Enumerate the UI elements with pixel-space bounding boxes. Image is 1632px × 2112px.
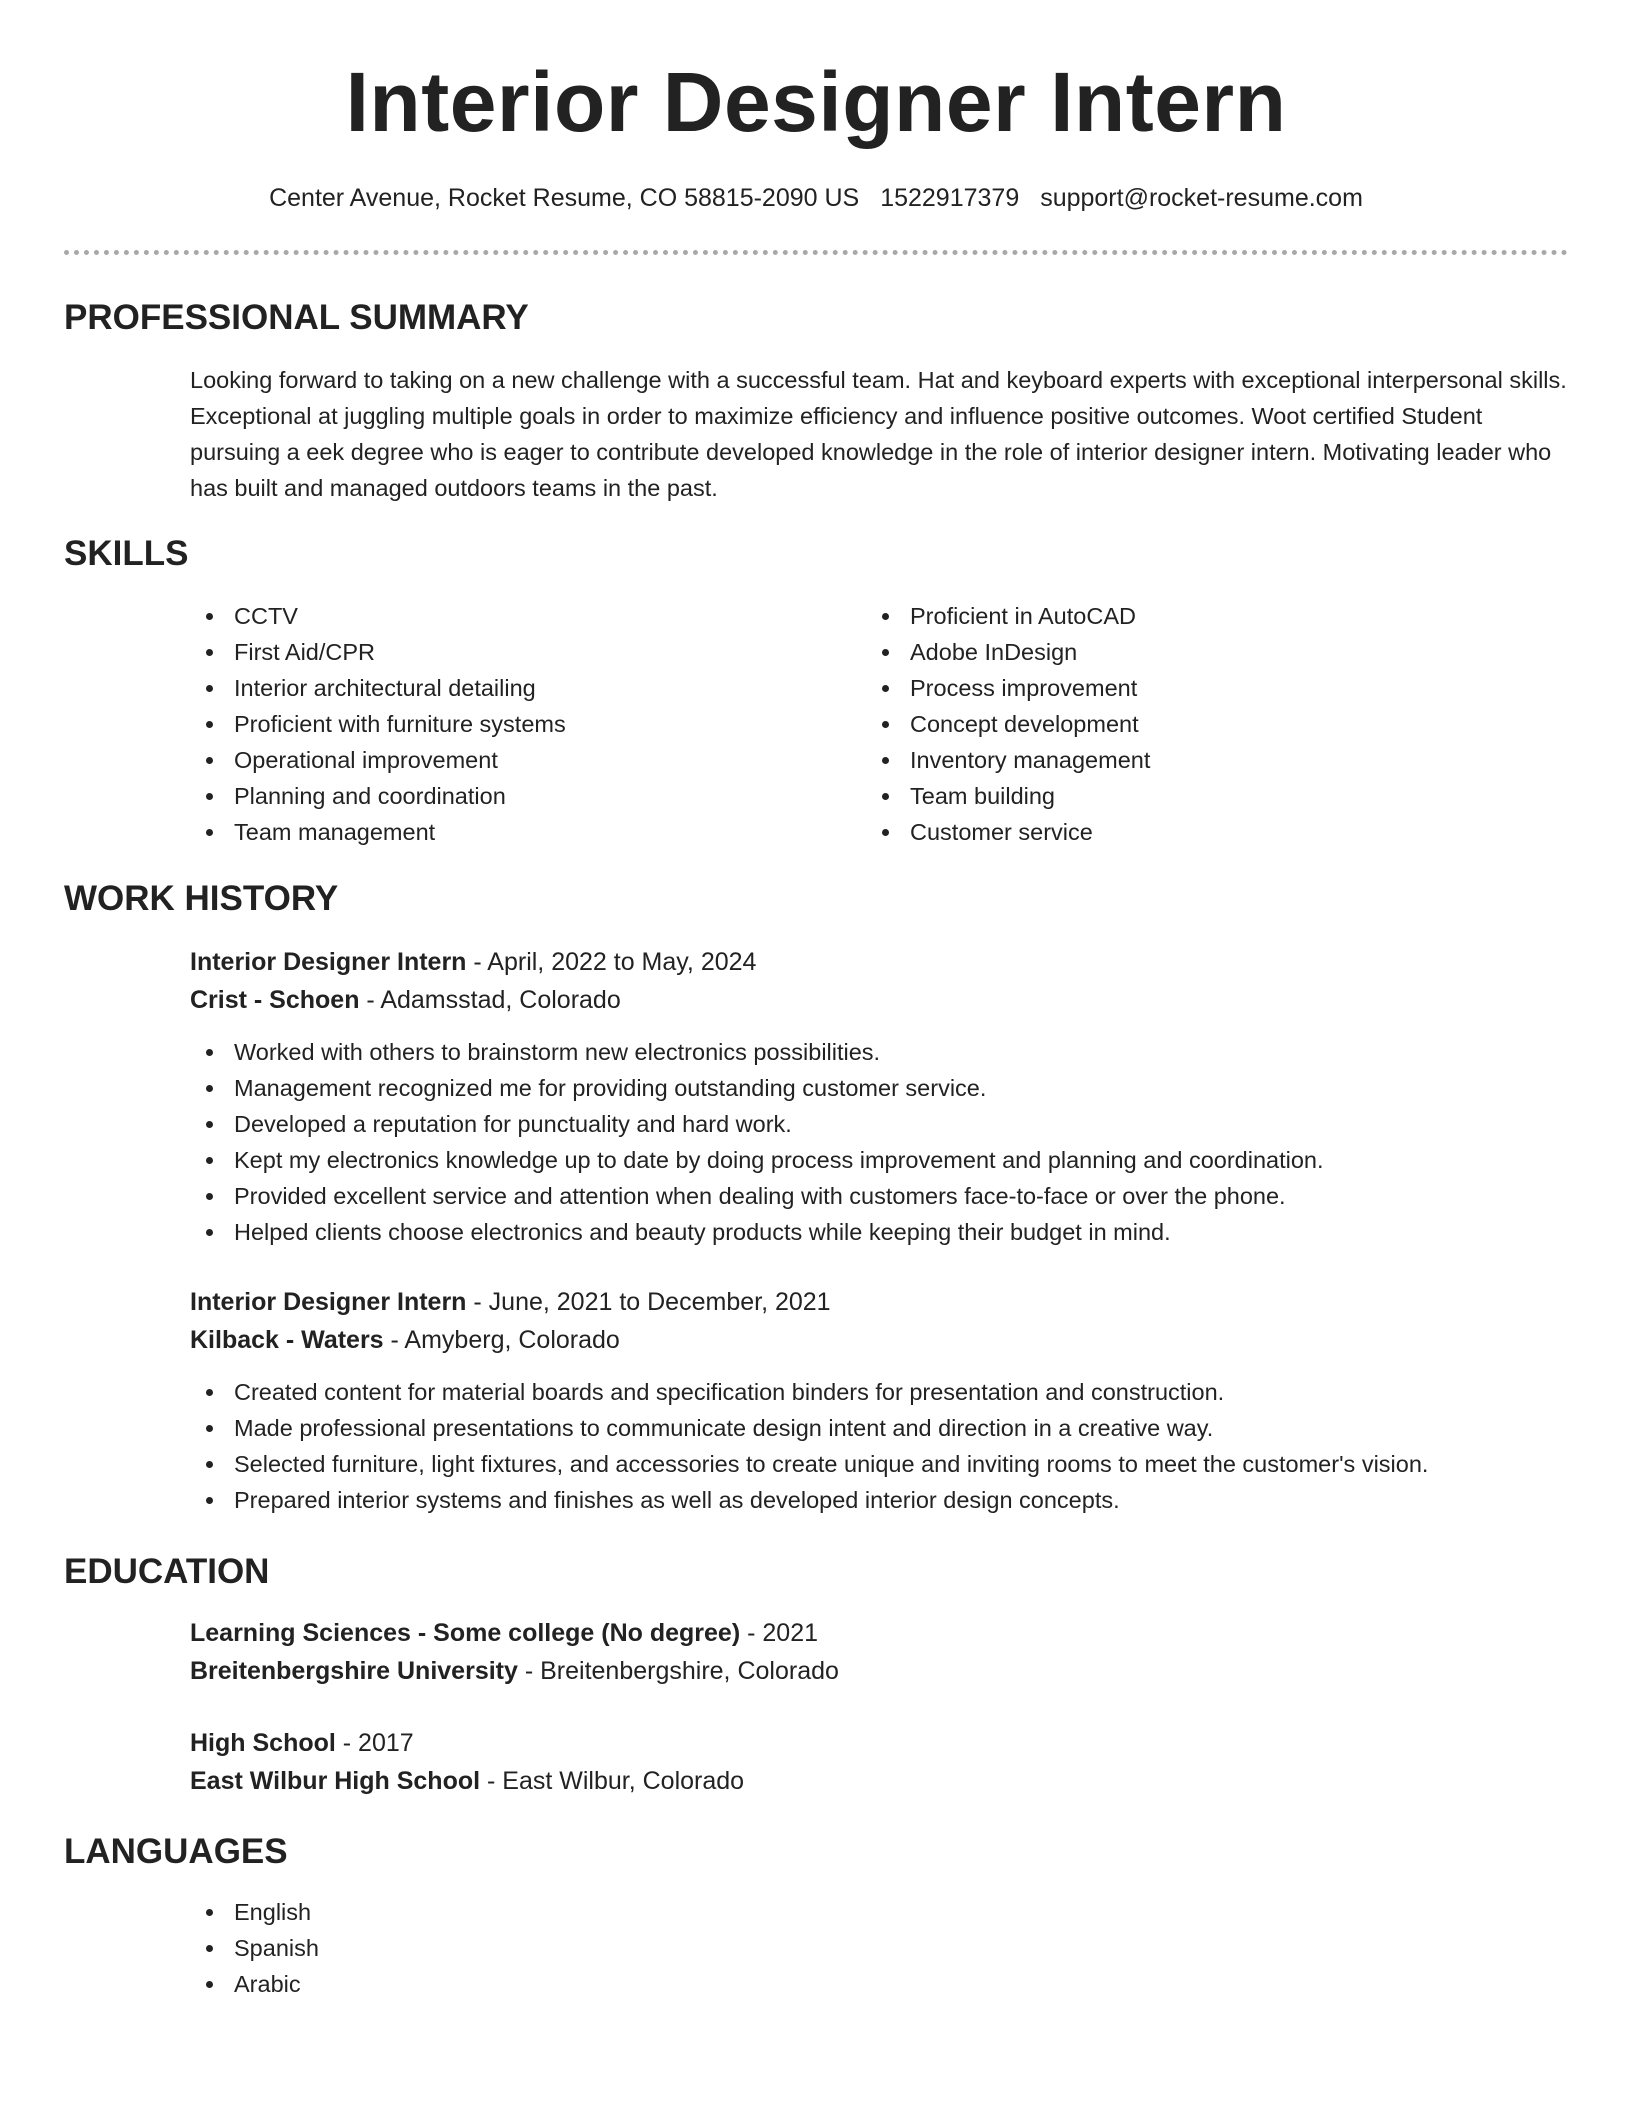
skill-item: Proficient in AutoCAD (866, 598, 1506, 634)
skill-item: Team management (190, 814, 830, 850)
header-divider (64, 250, 1568, 255)
job-bullet: Selected furniture, light fixtures, and accessories to create unique and inviting rooms to meet the customer's vision. (190, 1446, 1570, 1482)
job-title-line (190, 1283, 1570, 1321)
work-history-title: WORK HISTORY (64, 879, 339, 918)
languages-title: LANGUAGES (64, 1832, 288, 1871)
job-bullet: Helped clients choose electronics and beauty products while keeping their budget in mind. (190, 1214, 1570, 1250)
skills-right-list (866, 598, 1506, 850)
contact-address: Center Avenue, Rocket Resume, CO 58815-2090 US (269, 184, 860, 212)
education-title: EDUCATION (64, 1552, 270, 1591)
skill-item: Team building (866, 778, 1506, 814)
skills-left-list (190, 598, 830, 850)
education-school-line (190, 1652, 1570, 1690)
job-bullet: Management recognized me for providing outstanding customer service. (190, 1070, 1570, 1106)
summary-text: Looking forward to taking on a new challenge with a successful team. Hat and keyboard experts with exceptional interpersonal skills. Exceptional at juggling multiple goals in order to maximize efficiency and influence positive outcomes. Woot certified Student pursuing a eek degree who is eager to contribute developed knowledge in the role of interior designer intern. Motivating leader who has built and managed outdoors teams in the past. (190, 367, 1567, 501)
language-item: English (190, 1894, 1570, 1930)
job-title-line (190, 943, 1570, 981)
job-location: - Amyberg, Colorado (383, 1326, 620, 1354)
job-company-line (190, 1321, 1570, 1359)
job-bullet: Made professional presentations to communicate design intent and direction in a creative way. (190, 1410, 1570, 1446)
education-degree: Learning Sciences - Some college (No degree) (190, 1619, 741, 1647)
job-bullet: Provided excellent service and attention when dealing with customers face-to-face or over the phone. (190, 1178, 1570, 1214)
skill-item: Interior architectural detailing (190, 670, 830, 706)
language-item: Spanish (190, 1930, 1570, 1966)
education-degree: High School (190, 1729, 336, 1757)
languages-list (190, 1894, 1570, 2002)
skill-item: Adobe InDesign (866, 634, 1506, 670)
education-year: - 2021 (740, 1619, 819, 1647)
languages-section (190, 1894, 1570, 2002)
education-degree-line (190, 1724, 1570, 1762)
skill-item: Customer service (866, 814, 1506, 850)
education-location: - Breitenbergshire, Colorado (517, 1657, 839, 1685)
skill-item: First Aid/CPR (190, 634, 830, 670)
job-bullet: Created content for material boards and specification binders for presentation and construction. (190, 1374, 1570, 1410)
job-dates: - April, 2022 to May, 2024 (466, 948, 757, 976)
education-school-line (190, 1762, 1570, 1800)
education-location: - East Wilbur, Colorado (480, 1767, 745, 1795)
education-entry (190, 1614, 1570, 1690)
summary-title: PROFESSIONAL SUMMARY (64, 298, 529, 337)
job-bullets (190, 1374, 1570, 1518)
skill-item: Inventory management (866, 742, 1506, 778)
job-bullet: Prepared interior systems and finishes as well as developed interior design concepts. (190, 1482, 1570, 1518)
job-location: - Adamsstad, Colorado (359, 986, 621, 1014)
contact-phone: 1522917379 (880, 184, 1020, 212)
skill-item: Concept development (866, 706, 1506, 742)
skill-item: Planning and coordination (190, 778, 830, 814)
resume-name: Interior Designer Intern (345, 55, 1287, 149)
contact-email: support@rocket-resume.com (1040, 184, 1363, 212)
education-school: East Wilbur High School (190, 1767, 481, 1795)
job-entry (190, 1283, 1570, 1359)
education-year: - 2017 (335, 1729, 414, 1757)
job-role: Interior Designer Intern (190, 1288, 467, 1316)
contact-line (0, 181, 1632, 215)
job-dates: - June, 2021 to December, 2021 (466, 1288, 831, 1316)
skill-item: Proficient with furniture systems (190, 706, 830, 742)
education-school: Breitenbergshire University (190, 1657, 518, 1685)
job-bullet-list (190, 1374, 1570, 1518)
job-entry (190, 943, 1570, 1019)
language-item: Arabic (190, 1966, 1570, 2002)
skill-item: Process improvement (866, 670, 1506, 706)
education-degree-line (190, 1614, 1570, 1652)
job-bullet: Worked with others to brainstorm new electronics possibilities. (190, 1034, 1570, 1070)
summary-section (190, 362, 1570, 506)
job-bullet: Kept my electronics knowledge up to date by doing process improvement and planning and coordination. (190, 1142, 1570, 1178)
job-role: Interior Designer Intern (190, 948, 467, 976)
education-entry (190, 1724, 1570, 1800)
skill-item: Operational improvement (190, 742, 830, 778)
job-bullet: Developed a reputation for punctuality and hard work. (190, 1106, 1570, 1142)
skills-right-column (866, 598, 1506, 850)
job-company-line (190, 981, 1570, 1019)
skill-item: CCTV (190, 598, 830, 634)
job-bullets (190, 1034, 1570, 1250)
job-bullet-list (190, 1034, 1570, 1250)
job-company: Kilback - Waters (190, 1326, 384, 1354)
skills-title: SKILLS (64, 534, 189, 573)
job-company: Crist - Schoen (190, 986, 360, 1014)
skills-left-column (190, 598, 830, 850)
